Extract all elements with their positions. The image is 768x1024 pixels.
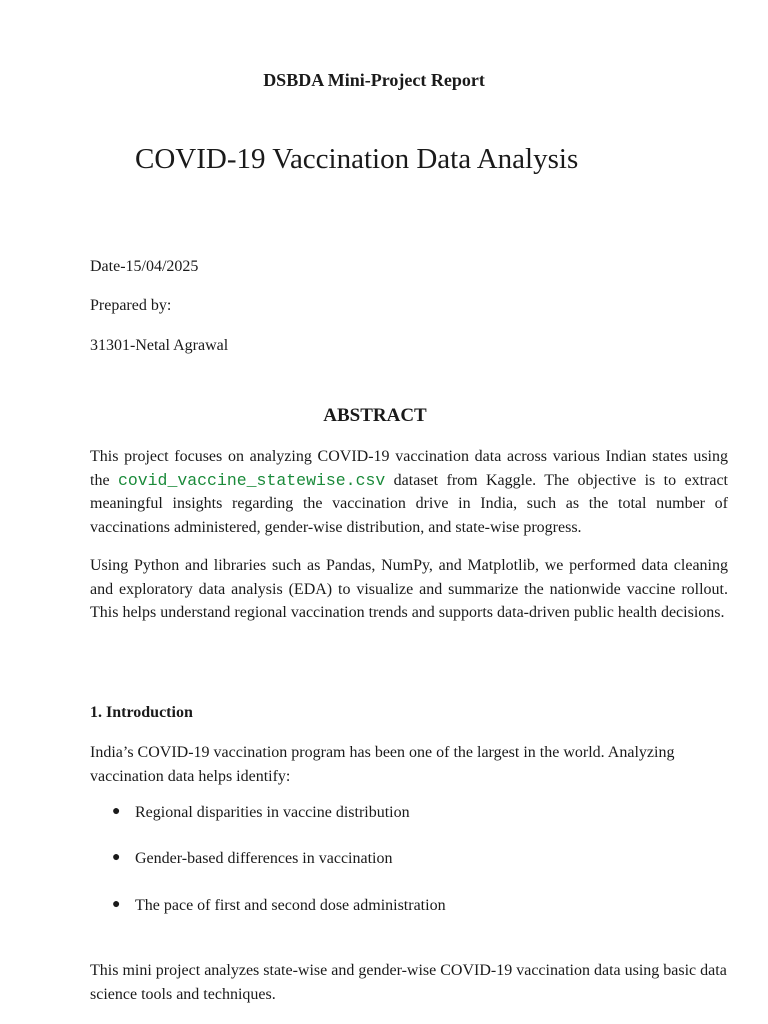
dataset-filename: covid_vaccine_statewise.csv bbox=[117, 470, 386, 490]
abstract-paragraph-1 bbox=[90, 445, 728, 539]
introduction-paragraph-2: This mini project analyzes state-wise and gender-wise COVID-19 vaccination data using basic data science tools and techniques. bbox=[90, 962, 727, 1003]
introduction-heading: 1. Introduction bbox=[90, 704, 193, 721]
abstract-text-after: dataset from Kaggle. The objective is to extract meaningful insights regarding the vaccination drive in India, such as the total number of vaccinations administered, gender-wise distribution, and state-wise progress. bbox=[90, 471, 728, 536]
report-date: Date-15/04/2025 bbox=[90, 258, 199, 275]
list-item-text: The pace of first and second dose administration bbox=[135, 897, 446, 914]
list-item-text: Gender-based differences in vaccination bbox=[135, 850, 393, 867]
abstract-text-before: This project focuses on analyzing COVID-19 vaccination data across various Indian states using the bbox=[90, 448, 728, 489]
report-label: DSBDA Mini-Project Report bbox=[263, 70, 485, 90]
list-item-text: Regional disparities in vaccine distribution bbox=[135, 804, 410, 821]
prepared-by-label: Prepared by: bbox=[90, 297, 172, 314]
introduction-paragraph-1: India’s COVID-19 vaccination program has been one of the largest in the world. Analyzing vaccination data helps identify: bbox=[90, 744, 675, 785]
abstract-paragraph-2: Using Python and libraries such as Pandas, NumPy, and Matplotlib, we performed data cleaning and exploratory data analysis (EDA) to visualize and summarize the nationwide vaccine rollout. This helps understand regional vaccination trends and supports data-driven public health decisions. bbox=[90, 557, 728, 621]
bullet-icon: ● bbox=[112, 897, 121, 912]
bullet-icon: ● bbox=[112, 804, 121, 819]
page-title: COVID-19 Vaccination Data Analysis bbox=[135, 143, 579, 175]
bullet-icon: ● bbox=[112, 850, 121, 865]
author-name: 31301-Netal Agrawal bbox=[90, 337, 229, 354]
abstract-heading: ABSTRACT bbox=[323, 405, 427, 426]
